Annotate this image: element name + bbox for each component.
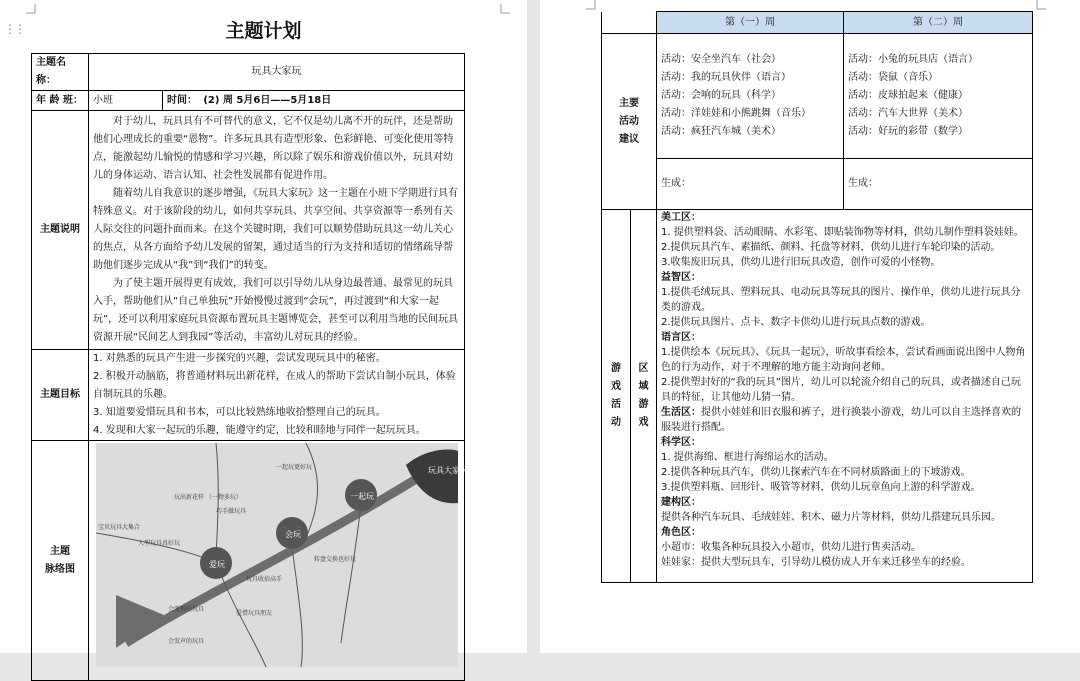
mindmap-leaf: 玩具收拾高手 xyxy=(245,576,282,583)
header-blank-cell xyxy=(602,12,657,34)
area-line: 3.收集废旧玩具，供幼儿进行旧玩具改造，创作可爱的小怪物。 xyxy=(661,257,941,268)
area-line: 1. 提供塑料袋、活动眼睛、水彩笔、即贴装饰物等材料，供幼儿制作塑料袋娃娃。 xyxy=(661,227,1024,238)
age-label: 年 龄 班： xyxy=(32,91,89,111)
area-line: 2.提供玩具图片、点卡、数字卡供幼儿进行玩具点数的游戏。 xyxy=(661,317,931,328)
activity-item: 活动：小兔的玩具店（语言） xyxy=(848,54,978,65)
explain-label: 主题说明 xyxy=(32,111,89,350)
activity-label-line: 建议 xyxy=(619,133,639,145)
network-label-line: 主题 xyxy=(50,545,70,557)
goal-item: 1. 对熟悉的玩具产生进一步探究的兴趣，尝试发现玩具中的秘密。 xyxy=(93,353,386,364)
mindmap-leaf: 转盘交换也好玩 xyxy=(313,556,356,563)
week2-header: 第（二）周 xyxy=(844,12,1033,34)
network-label-line: 脉络图 xyxy=(45,563,75,575)
area-label-char: 戏 xyxy=(638,417,649,428)
age-value: 小班 xyxy=(89,91,163,111)
area-line: 2.提供塑封好的“我的玩具”图片，幼儿可以轮流介绍自己的玩具，或者描述自己玩具的特征，让其他幼儿猜一猜。 xyxy=(661,377,1021,403)
area-line: 2.提供玩具汽车、素描纸、颜料、托盘等材料，供幼儿进行车轮印染的活动。 xyxy=(661,242,1001,253)
mindmap-leaf: 宝贝玩具大集合 xyxy=(97,524,140,531)
page-corner-mark xyxy=(500,4,510,14)
area-life-row xyxy=(661,405,1028,435)
activity-item: 活动：会响的玩具（科学） xyxy=(661,90,781,101)
area-title-life: 生活区： xyxy=(661,407,701,418)
area-line: 1. 提供海绵、框进行海绵运水的活动。 xyxy=(661,452,834,463)
theme-plan-table xyxy=(31,53,468,681)
theme-mindmap-image xyxy=(96,443,468,667)
area-title-puzzle: 益智区： xyxy=(661,272,701,283)
page-corner-mark xyxy=(586,0,596,10)
area-title-art: 美工区： xyxy=(661,212,701,223)
mindmap-leaf: 会发声的玩具 xyxy=(167,638,204,645)
explain-content xyxy=(89,111,465,350)
page-title: 主题计划 xyxy=(225,20,302,42)
game-label-char: 动 xyxy=(611,417,621,428)
explain-paragraph: 为了使主题开展得更有成效，我们可以引导幼儿从身边最普通、最常见的玩具入手，帮助他们从“自己单独玩”开始慢慢过渡到“会玩”，再过渡到“和大家一起玩”，还可以利用家庭玩具资源布置玩具主题博览会，甚至可以利用当地的民间玩具资源开展“民间艺人到我园”等活动，丰富幼儿对玩具的经验。 xyxy=(93,278,459,343)
area-line: 提供小娃娃和旧衣服和裤子，进行换装小游戏，幼儿可以自主选择喜欢的服装进行搭配。 xyxy=(661,407,1021,433)
activity-item: 活动：袋鼠（音乐） xyxy=(848,72,938,83)
activity-plan-table xyxy=(601,11,1033,583)
mindmap-node-text: 一起玩 xyxy=(349,492,374,501)
week1-header: 第（一）周 xyxy=(657,12,844,34)
activity-item: 活动：疯狂汽车城（美术） xyxy=(661,126,781,137)
area-label-char: 域 xyxy=(638,381,649,392)
area-line: 提供各种汽车玩具、毛绒娃娃、积木、磁力片等材料，供幼儿搭建玩具乐园。 xyxy=(661,512,1001,523)
week2-generated: 生成： xyxy=(844,159,1033,210)
activity-item: 活动：汽车大世界（美术） xyxy=(848,108,968,119)
goal-item: 3. 知道要爱惜玩具和书本，可以比较熟练地收拾整理自己的玩具。 xyxy=(93,407,386,418)
explain-paragraph: 随着幼儿自我意识的逐步增强，《玩具大家玩》这一主题在小班下学期进行具有特殊意义。对于该阶段的幼儿，如何共享玩具、共享空间、共享资源等一系列有关人际交往的问题扑面而来。在这个关键时期，我们可以顺势借助玩具这一幼儿关心的焦点，从各方面给予幼儿发展的留架，通过适当的行为支持和适切的情绪疏导帮助他们逐步完成从“我”到“我们”的转变。 xyxy=(93,188,458,271)
activity-label xyxy=(602,34,657,210)
area-line: 小超市：收集各种玩具投入小超市，供幼儿进行售卖活动。 xyxy=(661,542,921,553)
area-line: 2.提供各种玩具汽车，供幼儿探索汽车在不同材质路面上的下坡游戏。 xyxy=(661,467,971,478)
area-list xyxy=(661,210,1028,570)
week2-activities xyxy=(844,34,1033,159)
area-line: 1.提供绘本《玩玩具》、《玩具一起玩》，听故事看绘本，尝试看画面说出图中人物角色的行为动作，对于不理解的地方能主动询问老师。 xyxy=(661,347,1026,373)
area-label xyxy=(631,210,657,583)
activity-item: 活动：我的玩具伙伴（语言） xyxy=(661,72,791,83)
network-cell xyxy=(89,441,468,681)
time-cell xyxy=(163,91,465,111)
mindmap-leaf: 玩出新花样 （一物多玩） xyxy=(173,494,242,501)
area-line: 娃娃家：提供大型玩具车，引导幼儿模仿成人开车来迁移坐车的经验。 xyxy=(661,557,971,568)
week1-activities xyxy=(657,34,844,159)
mindmap-leaf: 巧手做玩具 xyxy=(215,508,246,515)
mindmap-leaf: 人型玩具真好玩 xyxy=(137,540,180,547)
area-title-language: 语言区： xyxy=(661,332,701,343)
activity-item: 活动：皮球拍起来（健康） xyxy=(848,90,968,101)
activity-item: 活动：安全坐汽车（社会） xyxy=(661,54,781,65)
activity-label-line: 活动 xyxy=(619,115,639,127)
mindmap-head-text: 玩具大家玩 xyxy=(427,466,468,475)
network-label xyxy=(32,441,89,681)
game-label xyxy=(602,210,631,583)
time-value: (2) 周 5月6日——5月18日 xyxy=(203,94,332,106)
theme-name-value: 玩具大家玩 xyxy=(89,54,465,91)
goal-item: 4. 发现和大家一起玩的乐趣，能遵守约定，比较和睦地与同伴一起玩玩具。 xyxy=(93,425,426,436)
goal-label: 主题目标 xyxy=(32,350,89,441)
mindmap-node-text: 爱玩 xyxy=(208,560,225,569)
game-label-char: 戏 xyxy=(611,381,621,392)
week1-generated: 生成： xyxy=(657,159,844,210)
activity-label-line: 主要 xyxy=(619,97,639,109)
mindmap-node-text: 会玩 xyxy=(284,530,301,539)
document-page-1 xyxy=(0,0,527,653)
area-title-construction: 建构区： xyxy=(661,497,701,508)
mindmap-leaf: 会变形的玩具 xyxy=(167,606,204,613)
game-label-char: 游 xyxy=(611,363,621,374)
area-line: 3.提供塑料瓶、回形针、吸管等材料，供幼儿玩章鱼向上游的科学游戏。 xyxy=(661,482,981,493)
page-corner-mark xyxy=(26,4,36,14)
goal-content xyxy=(89,350,465,441)
goal-item: 2. 积极开动脑筋，将普通材料玩出新花样，在成人的帮助下尝试自制小玩具，体验自制玩具的乐趣。 xyxy=(93,371,456,400)
area-label-char: 游 xyxy=(638,399,649,410)
area-title-science: 科学区： xyxy=(661,437,701,448)
drag-handle-icon[interactable]: ⋮⋮ xyxy=(4,22,24,36)
area-title-role: 角色区： xyxy=(661,527,701,538)
area-games-content xyxy=(657,210,1033,583)
time-label: 时间： xyxy=(167,94,197,106)
activity-item: 活动：洋娃娃和小熊跳舞（音乐） xyxy=(661,108,811,119)
explain-paragraph: 对于幼儿，玩具具有不可替代的意义，它不仅是幼儿离不开的玩伴，还是帮助他们心理成长的重要“恩物”。许多玩具具有造型形象、色彩鲜艳、可变化使用等特点，能激起幼儿愉悦的情感和学习兴趣，所以除了娱乐和游戏价值以外，玩具对幼儿的身体运动、语言认知、社会性发展都有促进作用。 xyxy=(93,116,454,181)
page-corner-mark xyxy=(1036,0,1046,10)
area-line: 1.提供毛绒玩具、塑料玩具、电动玩具等玩具的图片、操作单，供幼儿进行玩具分类的游戏。 xyxy=(661,287,1021,313)
area-label-char: 区 xyxy=(638,363,649,374)
activity-item: 活动：好玩的彩带（数学） xyxy=(848,126,968,137)
mindmap-leaf: 一起玩更好玩 xyxy=(275,464,312,471)
theme-name-label: 主题名称： xyxy=(32,54,89,91)
mindmap-leaf: 爱惜玩具朋友 xyxy=(235,610,272,617)
game-label-char: 活 xyxy=(611,399,621,410)
